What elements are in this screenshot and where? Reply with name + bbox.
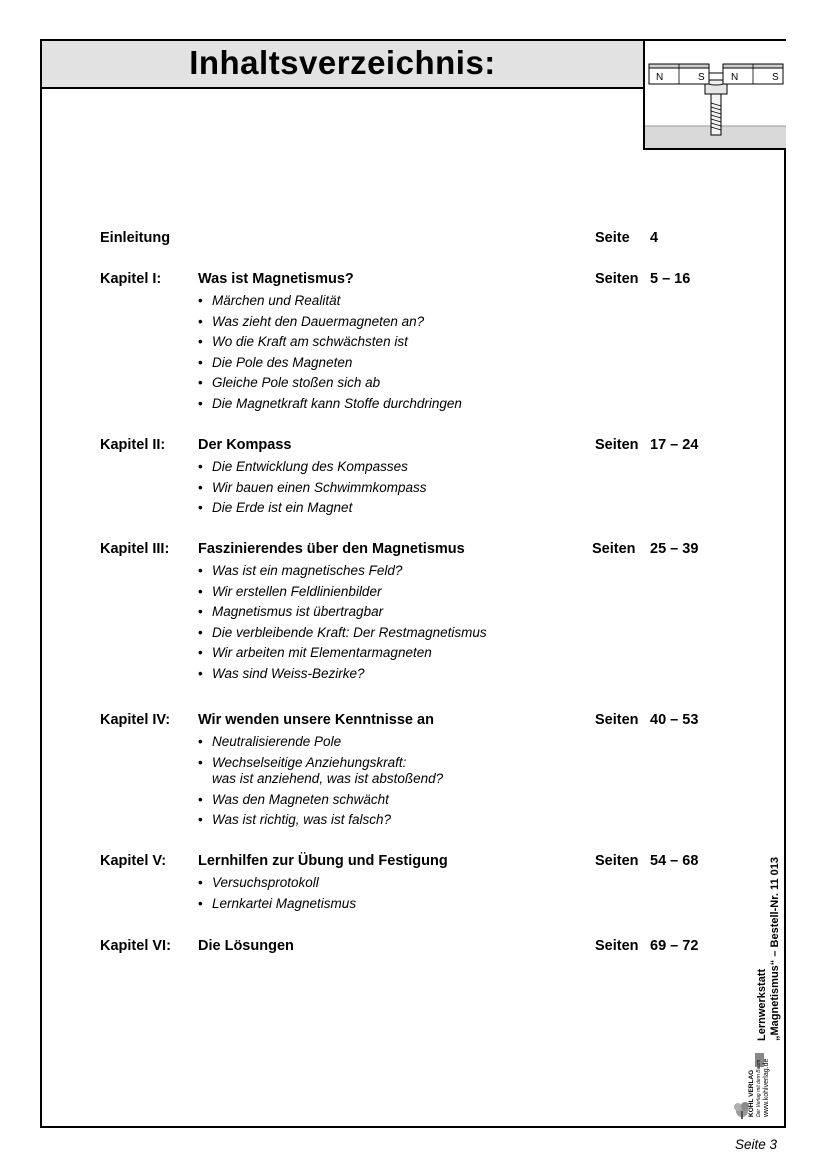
- toc-pages-word: Seiten: [592, 541, 636, 557]
- toc-label: Kapitel IV:: [100, 712, 171, 728]
- sidebar-line1: Lernwerkstatt: [756, 968, 768, 1041]
- title-bar: [42, 41, 643, 89]
- toc-title: Der Kompass: [198, 437, 292, 453]
- toc-pages: 25 – 39: [650, 541, 699, 557]
- toc-title: Faszinierendes über den Magnetismus: [198, 541, 465, 557]
- toc-pages: 40 – 53: [650, 712, 699, 728]
- toc-label: Einleitung: [100, 230, 171, 246]
- toc-entry-kapitel-5: [42, 853, 786, 873]
- pole-label: N: [731, 72, 739, 83]
- toc-pages: 69 – 72: [650, 938, 699, 954]
- toc-title: Wir wenden unsere Kenntnisse an: [198, 712, 434, 728]
- toc-entry-kapitel-6: [42, 938, 786, 958]
- publisher-url: www.kohlverlag.de: [763, 1058, 770, 1117]
- magnet-drawing: [645, 41, 786, 148]
- toc-pages-word: Seiten: [595, 938, 639, 954]
- publisher-slogan: Der Verlag mit dem Baum: [756, 1059, 762, 1117]
- page-frame: Inhaltsverzeichnis: N S N S Einleitung Seite 4 Kapitel I: Was ist Magnetismus? Seiten 5 – 16 • Märchen und Realität • Was zieht den Dauermagneten an? • Wo die Kraft am schwächsten ist • Die Pole des Magneten • Gleiche Pole stoßen sich ab • Die Magnetkraft kann Stoffe durchdringen Kapitel II: Der Kompass Seiten 17 – 24 • Die Entwicklung des Kompasses • Wir bauen einen Schwimmkompass • Die Erde ist ein Magnet Kapitel III: Faszinierendes über den Magnetismus Seiten 25 – 39 • Was ist ein magnetisches Feld? • Wir erstellen Feldlinienbilder • Magnetismus ist übertragbar • Die verbleibende Kraft: Der Restmagnetismus • Wir arbeiten mit Elementarmagneten • Was sind Weiss-Bezirke? Kapitel IV: Wir wenden unsere Kenntnisse an Seiten 40 – 53 • Neutralisierende Pole • Wechselseitige Anziehungskraft: was ist anziehend, was ist abstoßend? • Was den Magneten schwächt • Was ist richtig, was ist falsch? Kapitel V: Lernhilfen zur Übung und Festigung Seiten 54 – 68 • Versuchsprotokoll • Lernkartei Magnetismus Kapitel VI: Die Lösungen Seiten 69 – 72 Lernwerkstatt „Magnetismus“ – Bestell-Nr. 11 013 KOHL VERLAG Der Verlag mit dem Baum www.kohlverlag.de: [40, 39, 786, 1128]
- toc-label: Kapitel V:: [100, 853, 167, 869]
- page-number: Seite 3: [734, 1137, 777, 1152]
- pole-label: S: [698, 72, 705, 83]
- toc-pages-word: Seiten: [595, 271, 639, 287]
- toc-pages: 54 – 68: [650, 853, 699, 869]
- toc-label: Kapitel III:: [100, 541, 170, 557]
- toc-pages-word: Seiten: [595, 712, 639, 728]
- toc-label: Kapitel I:: [100, 271, 162, 287]
- toc-pages: 17 – 24: [650, 437, 699, 453]
- pole-label: S: [772, 72, 779, 83]
- toc-pages: 5 – 16: [650, 271, 691, 287]
- pole-label: N: [656, 72, 664, 83]
- toc-pages: 4: [650, 230, 659, 246]
- toc-entry-kapitel-4: [42, 712, 786, 732]
- magnet-illustration: [643, 41, 786, 150]
- page-title: Inhaltsverzeichnis:: [189, 44, 496, 81]
- toc-pages-word: Seiten: [595, 853, 639, 869]
- toc-entry-kapitel-2: [42, 437, 786, 457]
- sidebar-line2: „Magnetismus“ – Bestell-Nr. 11 013: [769, 856, 781, 1041]
- toc-title: Was ist Magnetismus?: [198, 271, 354, 287]
- toc-pages-word: Seiten: [595, 437, 639, 453]
- toc-entry-kapitel-3: [42, 541, 786, 561]
- toc-title: Die Lösungen: [198, 938, 294, 954]
- publisher-logo: [730, 1051, 774, 1121]
- toc-entry-einleitung: [42, 230, 786, 250]
- toc-title: Lernhilfen zur Übung und Festigung: [198, 853, 448, 869]
- toc-label: Kapitel VI:: [100, 938, 171, 954]
- toc-label: Kapitel II:: [100, 437, 166, 453]
- toc-entry-kapitel-1: [42, 271, 786, 291]
- publisher-logo-text: KOHL VERLAG: [748, 1069, 755, 1117]
- toc-pages-word: Seite: [595, 230, 630, 246]
